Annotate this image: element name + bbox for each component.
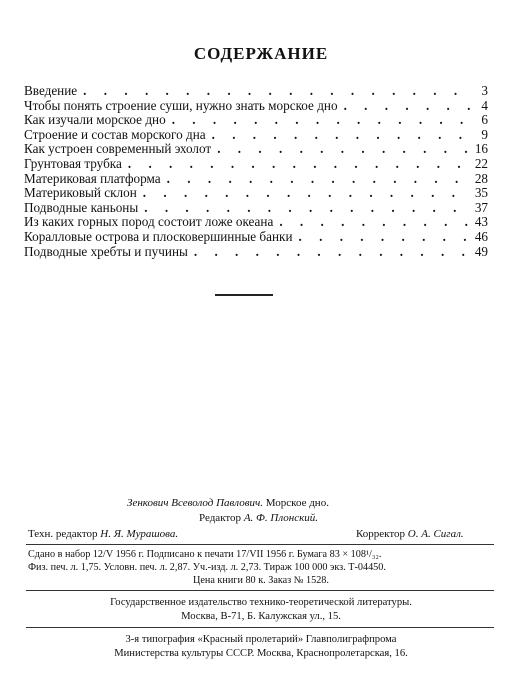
tech-editor-line	[28, 528, 178, 541]
author-name: Зенкович Всеволод Павлович.	[127, 497, 264, 509]
toc-entry	[24, 230, 488, 245]
editor-name: А. Ф. Плонский.	[243, 512, 318, 524]
toc-leader-dots	[194, 245, 470, 260]
toc-entry	[24, 157, 488, 172]
toc-entry-page: 35	[474, 185, 488, 201]
toc-entry-page: 28	[474, 170, 488, 186]
toc-entry-page: 49	[474, 243, 488, 259]
toc-entry-page: 46	[474, 228, 488, 244]
divider-bottom	[26, 627, 494, 628]
proofreader-line	[356, 528, 464, 541]
toc-entry	[24, 186, 488, 201]
toc-entry	[24, 172, 488, 187]
printer-line-1: 3-я типография «Красный пролетарий» Главполиграфпрома	[125, 634, 397, 645]
toc-leader-dots	[212, 128, 470, 143]
toc-entry-title: Из каких горных пород состоит ложе океана	[24, 214, 274, 230]
toc-leader-dots	[143, 186, 470, 201]
toc-entry-title: Грунтовая трубка	[24, 155, 122, 171]
toc-entry-title: Как устроен современный эхолот	[24, 141, 212, 157]
toc-leader-dots	[144, 201, 470, 216]
tech-editor-name: Н. Я. Мурашова.	[100, 528, 179, 540]
toc-entry	[24, 245, 488, 260]
toc-entry-title: Чтобы понять строение суши, нужно знать морское дно	[24, 97, 338, 113]
toc-entry	[24, 128, 488, 143]
toc-entry	[24, 215, 488, 230]
editor-label: Редактор	[199, 512, 242, 524]
toc-leader-dots	[128, 157, 470, 172]
toc-entry-page: 6	[481, 112, 488, 128]
toc-entry-page: 3	[481, 83, 488, 98]
toc-entry-title: Как изучали морское дно	[24, 112, 166, 128]
toc-entry-page: 4	[481, 97, 488, 113]
toc-entry-title: Подводные хребты и пучины	[24, 243, 188, 259]
toc-entry-title: Подводные каньоны	[24, 199, 139, 215]
publisher-line-2: Москва, В-71, Б. Калужская ул., 15.	[181, 611, 341, 622]
author-line	[127, 497, 329, 510]
toc-leader-dots	[83, 84, 470, 99]
table-of-contents	[24, 84, 488, 259]
book-title: Морское дно.	[265, 497, 329, 509]
editor-line	[199, 512, 318, 525]
toc-leader-dots	[344, 99, 470, 114]
toc-entry-title: Материковый склон	[24, 185, 137, 201]
toc-leader-dots	[172, 113, 470, 128]
toc-entry-title: Строение и состав морского дна	[24, 126, 206, 142]
toc-leader-dots	[217, 142, 470, 157]
toc-leader-dots	[299, 230, 471, 245]
toc-leader-dots	[279, 215, 470, 230]
toc-entry-title: Коралловые острова и плосковершинные банки	[24, 228, 293, 244]
toc-entry	[24, 84, 488, 99]
toc-entry-page: 9	[481, 126, 488, 142]
proofreader-label: Корректор	[356, 528, 406, 540]
tech-editor-label: Техн. редактор	[28, 528, 98, 540]
toc-leader-dots	[167, 172, 470, 187]
toc-entry-title: Введение	[24, 83, 78, 98]
proofreader-name: О. А. Сигал.	[407, 528, 464, 540]
toc-entry	[24, 201, 488, 216]
toc-entry	[24, 113, 488, 128]
toc-entry	[24, 142, 488, 157]
toc-entry	[24, 99, 488, 114]
print-info-line-3: Цена книги 80 к. Заказ № 1528.	[193, 575, 329, 586]
print-info-line-1: Сдано в набор 12/V 1956 г. Подписано к печати 17/VII 1956 г. Бумага 83 × 108¹/₃₂.	[28, 549, 382, 560]
printer-line-2: Министерства культуры СССР. Москва, Краснопролетарская, 16.	[114, 648, 408, 659]
toc-entry-page: 16	[474, 141, 488, 157]
toc-entry-page: 37	[474, 199, 488, 215]
divider-middle	[26, 590, 494, 591]
print-info-line-2: Физ. печ. л. 1,75. Условн. печ. л. 2,87. Уч.-изд. л. 2,73. Тираж 100 000 экз. Т-04450.	[28, 562, 386, 573]
publisher-line-1: Государственное издательство технико-теоретической литературы.	[110, 597, 412, 608]
separator-rule	[215, 294, 273, 296]
divider-top	[26, 544, 494, 545]
toc-entry-page: 43	[474, 214, 488, 230]
toc-entry-title: Материковая платформа	[24, 170, 161, 186]
contents-heading: СОДЕРЖАНИЕ	[193, 44, 329, 63]
toc-entry-page: 22	[474, 155, 488, 171]
